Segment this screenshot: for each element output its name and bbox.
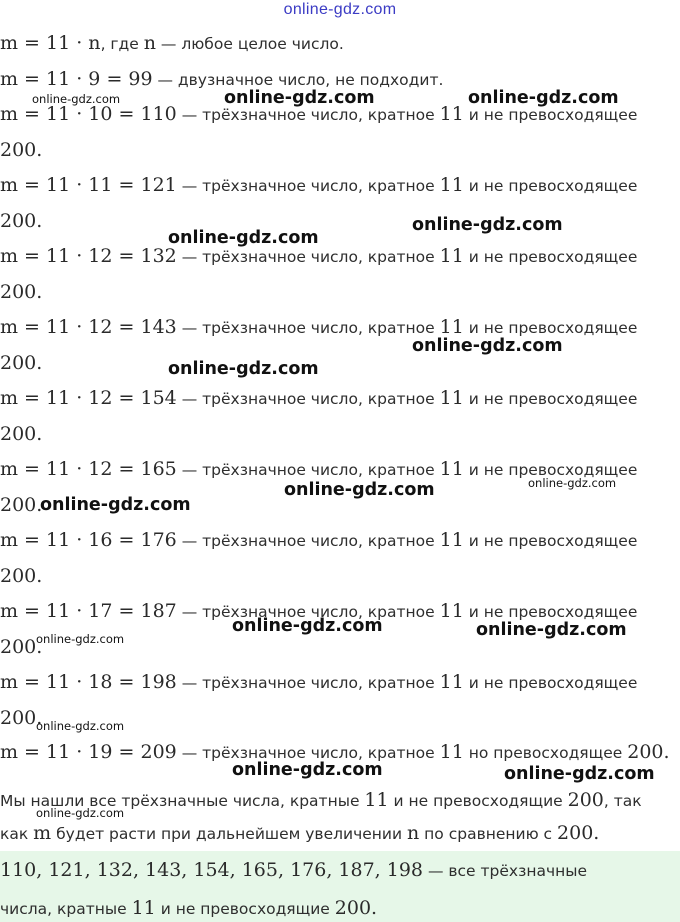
text: и не превосходящие: [155, 900, 335, 918]
formula: m = 11 · 12 = 143: [0, 316, 177, 338]
number: 200.: [627, 741, 670, 763]
site-watermark-top: online-gdz.com: [283, 1, 397, 18]
number: 11: [439, 741, 464, 763]
text: как: [0, 825, 34, 843]
formula: m = 11 · 19 = 209: [0, 741, 177, 763]
intro-line: [0, 32, 344, 55]
text: , так: [603, 792, 642, 810]
text: — трёхзначное число, кратное: [176, 390, 440, 408]
number: 200.: [0, 494, 43, 516]
formula: m = 11 · 17 = 187: [0, 600, 177, 622]
watermark: online-gdz.com: [36, 806, 125, 820]
case-continuation: [0, 423, 42, 446]
formula: m = 11 · n: [0, 32, 101, 54]
case-line: [0, 671, 637, 694]
number: 200.: [334, 897, 378, 919]
variable: m: [33, 822, 52, 844]
number: 200.: [0, 352, 43, 374]
text: будет расти при дальнейшем увеличении: [51, 825, 407, 843]
watermark: online-gdz.com: [40, 495, 191, 515]
number: 11: [131, 897, 156, 919]
number: 11: [364, 789, 389, 811]
watermark: online-gdz.com: [284, 480, 435, 500]
formula: m = 11 · 18 = 198: [0, 671, 177, 693]
text: и не превосходящее: [463, 248, 638, 266]
watermark: online-gdz.com: [528, 476, 617, 490]
answer-line-2: [0, 897, 377, 920]
answer-numbers: 110, 121, 132, 143, 154, 165, 176, 187, 198: [0, 859, 424, 881]
text: — все трёхзначные: [423, 862, 588, 880]
number: 200.: [0, 707, 43, 729]
case-line: [0, 174, 637, 197]
watermark: online-gdz.com: [232, 616, 383, 636]
text: — трёхзначное число, кратное: [176, 603, 440, 621]
number: 200.: [0, 423, 43, 445]
formula: m = 11 · 12 = 154: [0, 387, 177, 409]
number: 200.: [0, 281, 43, 303]
number: 11: [439, 600, 464, 622]
text: — трёхзначное число, кратное: [176, 532, 440, 550]
text: , где: [100, 35, 144, 53]
formula: m = 11 · 12 = 165: [0, 458, 177, 480]
answer-box: [0, 851, 680, 922]
answer-line-1: [0, 859, 587, 882]
watermark: online-gdz.com: [232, 760, 383, 780]
number: 11: [439, 245, 464, 267]
watermark: online-gdz.com: [36, 632, 125, 646]
case-continuation: [0, 352, 42, 375]
text: — трёхзначное число, кратное: [176, 106, 440, 124]
number: 11: [439, 458, 464, 480]
text: по сравнению с: [419, 825, 558, 843]
watermark: online-gdz.com: [32, 92, 121, 106]
text: — трёхзначное число, кратное: [176, 674, 440, 692]
number: 200.: [0, 210, 43, 232]
number: 11: [439, 174, 464, 196]
number: 11: [439, 103, 464, 125]
text: и не превосходящие: [388, 792, 568, 810]
text: Мы нашли все трёхзначные числа, кратные: [0, 792, 365, 810]
text: — трёхзначное число, кратное: [176, 461, 440, 479]
text: — трёхзначное число, кратное: [176, 177, 440, 195]
number: 11: [439, 387, 464, 409]
text: и не превосходящее: [463, 177, 638, 195]
text: — трёхзначное число, кратное: [176, 744, 440, 762]
watermark: online-gdz.com: [168, 359, 319, 379]
text: и не превосходящее: [463, 461, 638, 479]
watermark: online-gdz.com: [412, 215, 563, 235]
watermark: online-gdz.com: [224, 88, 375, 108]
watermark: online-gdz.com: [412, 336, 563, 356]
formula: m = 11 · 9 = 99: [0, 68, 153, 90]
case-continuation: [0, 210, 42, 233]
text: и не превосходящее: [463, 603, 638, 621]
watermark: online-gdz.com: [468, 88, 619, 108]
number: 200: [567, 789, 604, 811]
case-continuation: [0, 139, 42, 162]
variable: n: [143, 32, 156, 54]
text: и не превосходящее: [463, 390, 638, 408]
number: 11: [439, 316, 464, 338]
case-line: [0, 529, 637, 552]
formula: m = 11 · 16 = 176: [0, 529, 177, 551]
number: 200.: [0, 565, 43, 587]
formula: m = 11 · 10 = 110: [0, 103, 177, 125]
text: — любое целое число.: [156, 35, 344, 53]
text: и не превосходящее: [463, 319, 638, 337]
number: 11: [439, 529, 464, 551]
text: — двузначное число, не подходит.: [152, 71, 444, 89]
watermark: online-gdz.com: [476, 620, 627, 640]
case-line: [0, 387, 637, 410]
number: 200.: [0, 636, 43, 658]
text: и не превосходящее: [463, 674, 638, 692]
case-continuation: [0, 494, 42, 517]
case-continuation: [0, 281, 42, 304]
text: но превосходящее: [463, 744, 628, 762]
number: 200.: [557, 822, 600, 844]
text: — трёхзначное число, кратное: [176, 248, 440, 266]
number: 200.: [0, 139, 43, 161]
variable: n: [406, 822, 420, 844]
case-line: [0, 245, 637, 268]
formula: m = 11 · 11 = 121: [0, 174, 177, 196]
text: и не превосходящее: [463, 532, 638, 550]
watermark: online-gdz.com: [504, 764, 655, 784]
text: и не превосходящее: [463, 106, 638, 124]
number: 11: [439, 671, 464, 693]
text: — трёхзначное число, кратное: [176, 319, 440, 337]
formula: m = 11 · 12 = 132: [0, 245, 177, 267]
watermark: online-gdz.com: [168, 228, 319, 248]
conclusion-line-2: [0, 822, 599, 845]
case-line: [0, 68, 443, 91]
watermark: online-gdz.com: [36, 719, 125, 733]
text: числа, кратные: [0, 900, 132, 918]
case-continuation: [0, 565, 42, 588]
